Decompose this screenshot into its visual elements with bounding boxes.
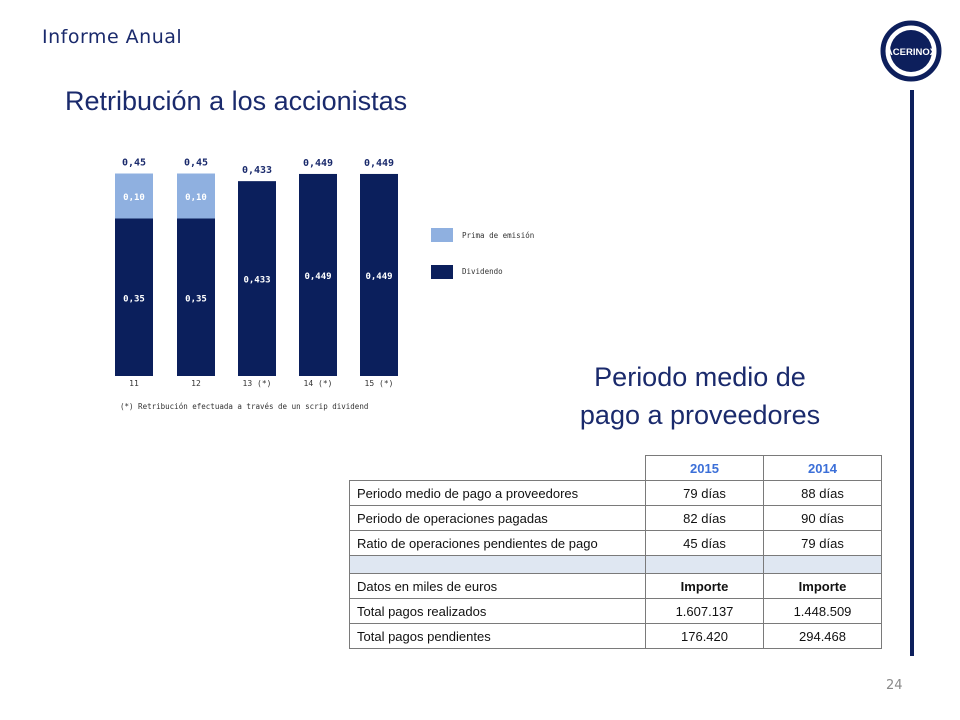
legend-swatch-dividendo [431,265,453,279]
bar-label-dividendo: 0,449 [365,271,393,282]
row-label: Ratio de operaciones pendientes de pago [350,531,646,556]
row-value-2015: 1.607.137 [646,599,764,624]
spacer-cell [646,556,764,574]
row-value-2015: 45 días [646,531,764,556]
report-label: Informe Anual [42,26,183,48]
legend-label-dividendo: Dividendo [462,267,503,276]
x-tick-label: 12 [191,379,201,388]
legend-swatch-prima [431,228,453,242]
row-value-2014: 88 días [764,481,882,506]
logo-text: ACERINOX [885,47,937,58]
row-value-2014: 294.468 [764,624,882,649]
bar-label-prima: 0,10 [185,193,207,203]
row-value-2014: 1.448.509 [764,599,882,624]
year-header-2015: 2015 [646,456,764,481]
chart-footnote: (*) Retribución efectuada a través de un scrip dividend [120,402,369,411]
page-number: 24 [886,678,903,693]
amount-header-label: Datos en miles de euros [350,574,646,599]
bar-total-label: 0,45 [121,157,147,169]
bar-label-dividendo: 0,449 [304,271,332,282]
bar-label-dividendo: 0,433 [243,275,271,286]
legend-label-prima: Prima de emisión [462,231,535,240]
row-value-2015: 82 días [646,506,764,531]
table-row [350,506,882,531]
bar-total-label: 0,45 [183,157,209,169]
pago-section-title [540,358,860,434]
amount-header-2014: Importe [764,574,882,599]
pago-table [349,455,882,649]
bar-label-dividendo: 0,35 [123,294,145,305]
table-row [350,481,882,506]
row-label: Periodo medio de pago a proveedores [350,481,646,506]
row-label: Total pagos realizados [350,599,646,624]
row-value-2015: 176.420 [646,624,764,649]
bar-total-label: 0,449 [302,157,334,169]
pago-title-line1: Periodo medio de [594,362,806,392]
bar-label-prima: 0,10 [123,193,145,203]
table-row [350,531,882,556]
table-header-row [350,456,882,481]
bar-label-dividendo: 0,35 [185,294,207,305]
x-tick-label: 15 (*) [364,379,394,388]
table-spacer-row [350,556,882,574]
amount-header-row [350,574,882,599]
header-blank-cell [350,456,646,481]
bar-total-label: 0,449 [363,157,395,169]
row-label: Total pagos pendientes [350,624,646,649]
year-header-2014: 2014 [764,456,882,481]
x-tick-label: 11 [129,379,139,388]
x-tick-label: 13 (*) [242,379,272,388]
row-value-2015: 79 días [646,481,764,506]
row-value-2014: 90 días [764,506,882,531]
spacer-cell [764,556,882,574]
amount-header-2015: Importe [646,574,764,599]
row-label: Periodo de operaciones pagadas [350,506,646,531]
pago-title-line2: pago a proveedores [579,400,821,430]
row-value-2014: 79 días [764,531,882,556]
slide-title: Retribución a los accionistas [65,86,408,116]
spacer-cell [350,556,646,574]
bar-total-label: 0,433 [241,165,273,177]
table-row [350,624,882,649]
table-row [350,599,882,624]
x-tick-label: 14 (*) [303,379,333,388]
